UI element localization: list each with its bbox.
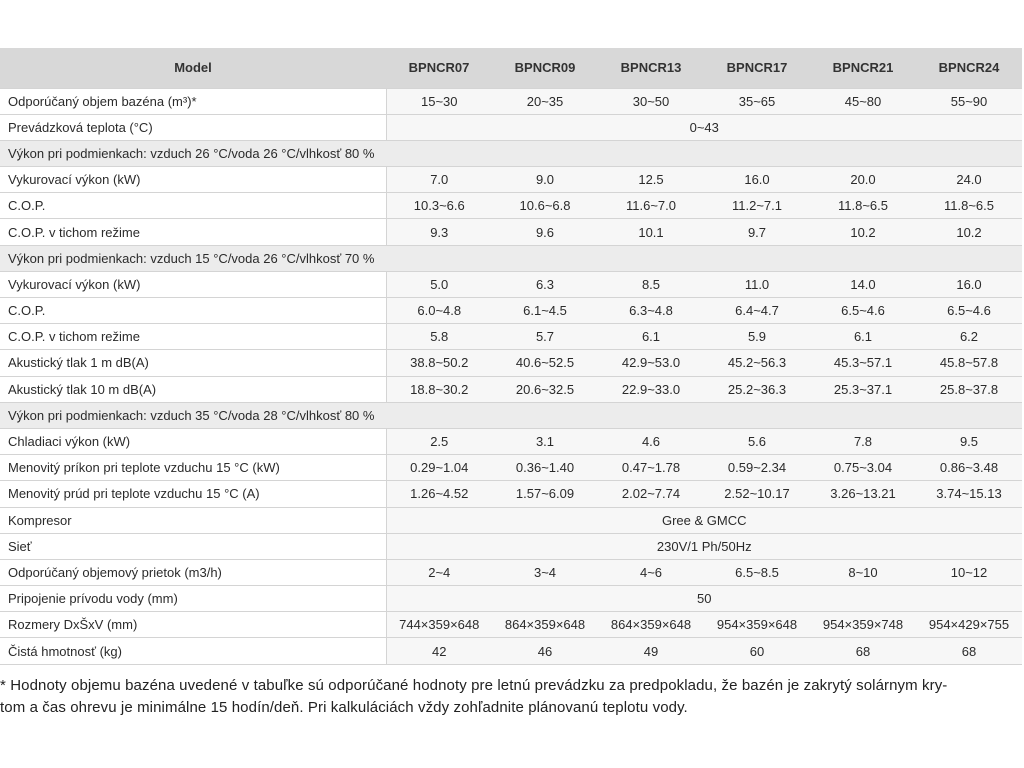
cell-value: 42.9~53.0 — [598, 350, 704, 376]
cell-value: 11.8~6.5 — [916, 193, 1022, 219]
cell-value: 10.1 — [598, 219, 704, 245]
cell-value: 3.1 — [492, 428, 598, 454]
cell-value: 1.26~4.52 — [386, 481, 492, 507]
cell-value: 5.9 — [704, 324, 810, 350]
cell-value: 11.0 — [704, 271, 810, 297]
cell-value: 68 — [916, 638, 1022, 664]
table-row — [0, 114, 1022, 140]
row-label: Pripojenie prívodu vody (mm) — [0, 586, 386, 612]
table-row — [0, 298, 1022, 324]
table-row — [0, 219, 1022, 245]
condition-row — [0, 140, 1022, 166]
table-row — [0, 350, 1022, 376]
cell-value: 16.0 — [704, 167, 810, 193]
condition-row — [0, 245, 1022, 271]
cell-value: 20.6~32.5 — [492, 376, 598, 402]
cell-value: 5.0 — [386, 271, 492, 297]
cell-value: 45~80 — [810, 88, 916, 114]
table-row — [0, 88, 1022, 114]
cell-value: 45.3~57.1 — [810, 350, 916, 376]
header-model: BPNCR24 — [916, 48, 1022, 88]
cell-value: 45.8~57.8 — [916, 350, 1022, 376]
cell-value: 6.4~4.7 — [704, 298, 810, 324]
condition-label: Výkon pri podmienkach: vzduch 35 °C/voda 28 °C/vlhkosť 80 % — [0, 402, 1022, 428]
row-value: Gree & GMCC — [386, 507, 1022, 533]
table-row — [0, 193, 1022, 219]
cell-value: 38.8~50.2 — [386, 350, 492, 376]
cell-value: 6.1 — [598, 324, 704, 350]
row-label: C.O.P. v tichom režime — [0, 219, 386, 245]
cell-value: 20~35 — [492, 88, 598, 114]
cell-value: 9.7 — [704, 219, 810, 245]
table-row — [0, 428, 1022, 454]
cell-value: 55~90 — [916, 88, 1022, 114]
footnote-line: tom a čas ohrevu je minimálne 15 hodín/deň. Pri kalkuláciách vždy zohľadnite plánovanú teplotu vody. — [0, 699, 688, 716]
table-row — [0, 376, 1022, 402]
cell-value: 6.5~8.5 — [704, 559, 810, 585]
cell-value: 10.6~6.8 — [492, 193, 598, 219]
cell-value: 954×359×748 — [810, 612, 916, 638]
row-label: C.O.P. v tichom režime — [0, 324, 386, 350]
row-label: Čistá hmotnosť (kg) — [0, 638, 386, 664]
cell-value: 9.3 — [386, 219, 492, 245]
table-row — [0, 507, 1022, 533]
cell-value: 30~50 — [598, 88, 704, 114]
table-row — [0, 167, 1022, 193]
cell-value: 7.0 — [386, 167, 492, 193]
cell-value: 3.26~13.21 — [810, 481, 916, 507]
cell-value: 9.5 — [916, 428, 1022, 454]
cell-value: 954×359×648 — [704, 612, 810, 638]
cell-value: 11.6~7.0 — [598, 193, 704, 219]
header-model: BPNCR13 — [598, 48, 704, 88]
row-label: Vykurovací výkon (kW) — [0, 271, 386, 297]
cell-value: 0.29~1.04 — [386, 455, 492, 481]
cell-value: 10~12 — [916, 559, 1022, 585]
row-label: Prevádzková teplota (°C) — [0, 114, 386, 140]
cell-value: 10.3~6.6 — [386, 193, 492, 219]
footnote-line: * Hodnoty objemu bazéna uvedené v tabuľke sú odporúčané hodnoty pre letnú prevádzku za predpokladu, že bazén je zakrytý solárnym kry- — [0, 677, 948, 694]
cell-value: 42 — [386, 638, 492, 664]
cell-value: 2.5 — [386, 428, 492, 454]
table-row — [0, 638, 1022, 664]
cell-value: 2~4 — [386, 559, 492, 585]
cell-value: 0.36~1.40 — [492, 455, 598, 481]
table-row — [0, 271, 1022, 297]
row-label: Kompresor — [0, 507, 386, 533]
cell-value: 68 — [810, 638, 916, 664]
cell-value: 6.3 — [492, 271, 598, 297]
cell-value: 6.0~4.8 — [386, 298, 492, 324]
cell-value: 7.8 — [810, 428, 916, 454]
row-value: 230V/1 Ph/50Hz — [386, 533, 1022, 559]
cell-value: 5.8 — [386, 324, 492, 350]
cell-value: 3.74~15.13 — [916, 481, 1022, 507]
row-label: Akustický tlak 10 m dB(A) — [0, 376, 386, 402]
cell-value: 4~6 — [598, 559, 704, 585]
cell-value: 6.5~4.6 — [916, 298, 1022, 324]
cell-value: 10.2 — [916, 219, 1022, 245]
cell-value: 14.0 — [810, 271, 916, 297]
table-row — [0, 324, 1022, 350]
table-row — [0, 455, 1022, 481]
cell-value: 5.6 — [704, 428, 810, 454]
row-label: Vykurovací výkon (kW) — [0, 167, 386, 193]
row-label: Menovitý prúd pri teplote vzduchu 15 °C (A) — [0, 481, 386, 507]
cell-value: 5.7 — [492, 324, 598, 350]
cell-value: 60 — [704, 638, 810, 664]
cell-value: 15~30 — [386, 88, 492, 114]
row-value: 0~43 — [386, 114, 1022, 140]
cell-value: 12.5 — [598, 167, 704, 193]
cell-value: 10.2 — [810, 219, 916, 245]
header-model: BPNCR07 — [386, 48, 492, 88]
cell-value: 6.1 — [810, 324, 916, 350]
cell-value: 49 — [598, 638, 704, 664]
cell-value: 0.75~3.04 — [810, 455, 916, 481]
cell-value: 6.2 — [916, 324, 1022, 350]
row-value: 50 — [386, 586, 1022, 612]
row-label: Sieť — [0, 533, 386, 559]
row-label: Akustický tlak 1 m dB(A) — [0, 350, 386, 376]
condition-label: Výkon pri podmienkach: vzduch 26 °C/voda 26 °C/vlhkosť 80 % — [0, 140, 1022, 166]
row-label: Odporúčaný objemový prietok (m3/h) — [0, 559, 386, 585]
header-model-label: Model — [0, 48, 386, 88]
cell-value: 2.52~10.17 — [704, 481, 810, 507]
cell-value: 20.0 — [810, 167, 916, 193]
footnote — [0, 675, 1015, 719]
cell-value: 11.2~7.1 — [704, 193, 810, 219]
cell-value: 0.59~2.34 — [704, 455, 810, 481]
cell-value: 2.02~7.74 — [598, 481, 704, 507]
cell-value: 9.6 — [492, 219, 598, 245]
row-label: Odporúčaný objem bazéna (m³)* — [0, 88, 386, 114]
cell-value: 9.0 — [492, 167, 598, 193]
cell-value: 3~4 — [492, 559, 598, 585]
cell-value: 11.8~6.5 — [810, 193, 916, 219]
cell-value: 6.1~4.5 — [492, 298, 598, 324]
cell-value: 16.0 — [916, 271, 1022, 297]
spec-table — [0, 48, 1022, 665]
table-header-row — [0, 48, 1022, 88]
table-row — [0, 481, 1022, 507]
cell-value: 0.47~1.78 — [598, 455, 704, 481]
cell-value: 864×359×648 — [492, 612, 598, 638]
condition-row — [0, 402, 1022, 428]
row-label: Chladiaci výkon (kW) — [0, 428, 386, 454]
cell-value: 0.86~3.48 — [916, 455, 1022, 481]
cell-value: 864×359×648 — [598, 612, 704, 638]
cell-value: 25.3~37.1 — [810, 376, 916, 402]
table-row — [0, 586, 1022, 612]
condition-label: Výkon pri podmienkach: vzduch 15 °C/voda 26 °C/vlhkosť 70 % — [0, 245, 1022, 271]
cell-value: 35~65 — [704, 88, 810, 114]
cell-value: 1.57~6.09 — [492, 481, 598, 507]
cell-value: 8~10 — [810, 559, 916, 585]
cell-value: 18.8~30.2 — [386, 376, 492, 402]
cell-value: 954×429×755 — [916, 612, 1022, 638]
row-label: Menovitý príkon pri teplote vzduchu 15 °C (kW) — [0, 455, 386, 481]
row-label: C.O.P. — [0, 193, 386, 219]
cell-value: 6.5~4.6 — [810, 298, 916, 324]
row-label: C.O.P. — [0, 298, 386, 324]
cell-value: 4.6 — [598, 428, 704, 454]
cell-value: 40.6~52.5 — [492, 350, 598, 376]
cell-value: 46 — [492, 638, 598, 664]
table-row — [0, 559, 1022, 585]
header-model: BPNCR09 — [492, 48, 598, 88]
table-row — [0, 612, 1022, 638]
cell-value: 24.0 — [916, 167, 1022, 193]
table-body — [0, 88, 1022, 664]
table-row — [0, 533, 1022, 559]
row-label: Rozmery DxŠxV (mm) — [0, 612, 386, 638]
cell-value: 45.2~56.3 — [704, 350, 810, 376]
cell-value: 22.9~33.0 — [598, 376, 704, 402]
cell-value: 25.2~36.3 — [704, 376, 810, 402]
cell-value: 8.5 — [598, 271, 704, 297]
header-model: BPNCR21 — [810, 48, 916, 88]
cell-value: 25.8~37.8 — [916, 376, 1022, 402]
cell-value: 744×359×648 — [386, 612, 492, 638]
cell-value: 6.3~4.8 — [598, 298, 704, 324]
header-model: BPNCR17 — [704, 48, 810, 88]
